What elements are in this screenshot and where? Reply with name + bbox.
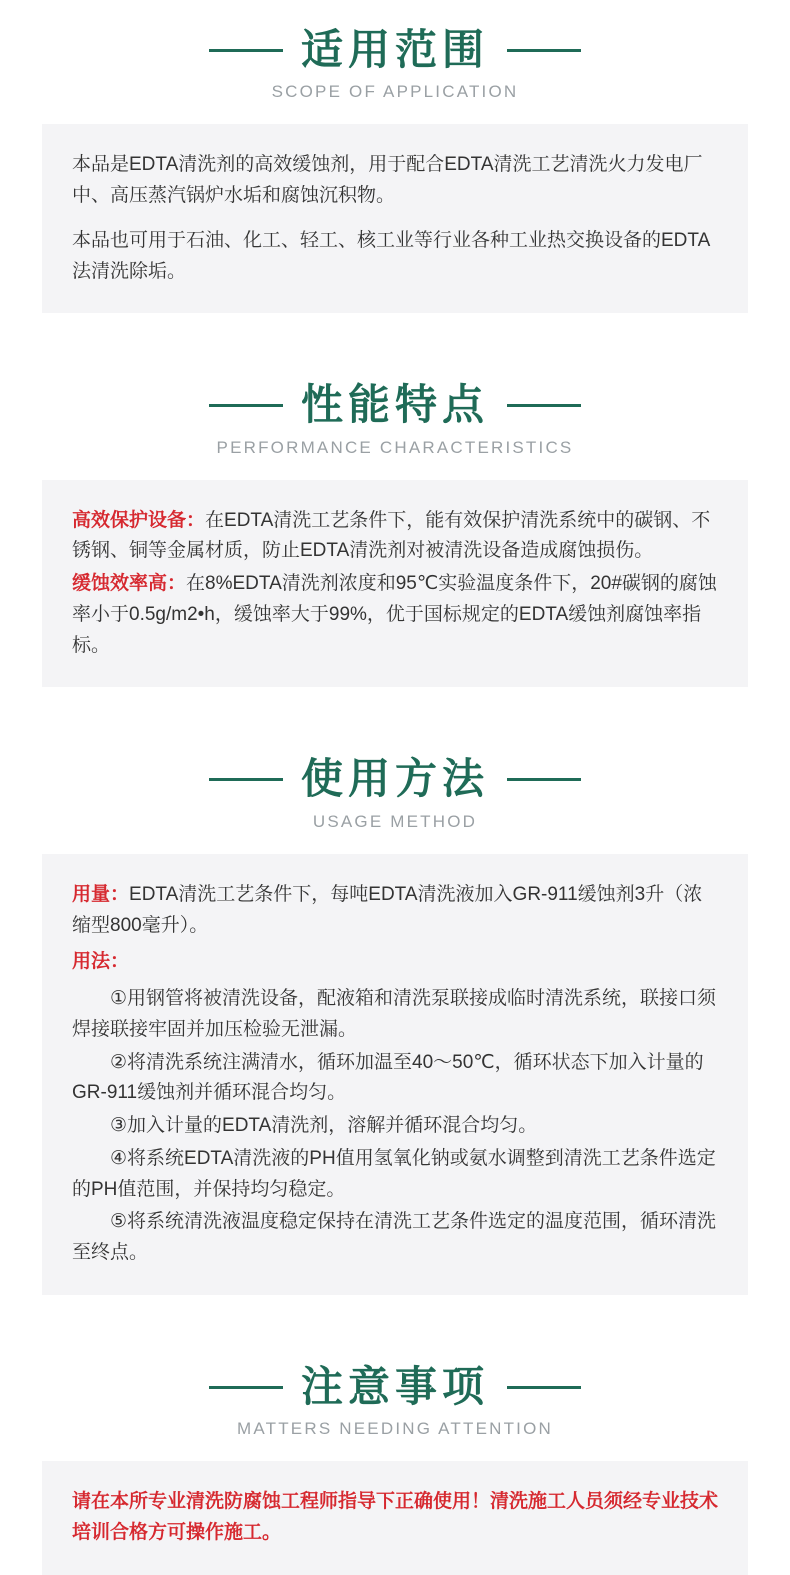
method-step-text: ④将系统EDTA清洗液的PH值用氢氧化钠或氨水调整到清洗工艺条件选定的PH值范围，并保持均匀稳定。	[72, 1147, 716, 1200]
section-body-attention	[42, 1461, 748, 1575]
method-step-text: ⑤将系统清洗液温度稳定保持在清洗工艺条件选定的温度范围，循环清洗至终点。	[72, 1211, 717, 1264]
paragraph-text: 本品也可用于石油、化工、轻工、核工业等行业各种工业热交换设备的EDTA法清洗除垢。	[72, 229, 711, 282]
heading-rule-left	[209, 49, 283, 52]
heading-rule-right	[507, 1386, 581, 1389]
method-step	[72, 1048, 718, 1110]
spacer	[0, 313, 790, 355]
method-step-text: ③加入计量的EDTA清洗剂，溶解并循环混合均匀。	[110, 1115, 538, 1137]
method-step	[72, 1207, 718, 1269]
method-label-row	[72, 947, 718, 978]
section-body-scope	[42, 124, 748, 313]
section-title-en: MATTERS NEEDING ATTENTION	[237, 1419, 553, 1439]
heading-row	[0, 26, 790, 74]
heading-rule-right	[507, 404, 581, 407]
section-title-cn: 适用范围	[300, 26, 489, 73]
dosage-item	[72, 880, 718, 942]
feature-label: 缓蚀效率高：	[72, 573, 187, 595]
section-title-en: PERFORMANCE CHARACTERISTICS	[216, 437, 574, 457]
section-title-cn: 使用方法	[300, 755, 489, 803]
spacer	[0, 687, 790, 729]
heading-rule-left	[209, 404, 283, 407]
heading-rule-left	[209, 1386, 283, 1389]
paragraph	[72, 150, 718, 212]
paragraph	[72, 226, 718, 288]
section-header-performance	[0, 355, 790, 465]
section-header-attention	[0, 1337, 790, 1447]
section-header-scope	[0, 0, 790, 110]
heading-row	[0, 755, 790, 803]
feature-text: 在8%EDTA清洗剂浓度和95℃实验温度条件下，20#碳钢的腐蚀率小于0.5g/m2•h，缓蚀率大于99%，优于国标规定的EDTA缓蚀剂腐蚀率指标。	[72, 573, 717, 656]
section-title-cn: 注意事项	[300, 1362, 489, 1410]
heading-row	[0, 1363, 790, 1411]
dosage-label: 用量：	[72, 883, 130, 905]
heading-rule-right	[507, 778, 581, 781]
spacer	[0, 1295, 790, 1337]
method-step-text: ①用钢管将被清洗设备，配液箱和清洗泵联接成临时清洗系统，联接口须焊接联接牢固并加压检验无泄漏。	[72, 988, 717, 1040]
method-step-text: ②将清洗系统注满清水，循环加温至40～50℃，循环状态下加入计量的GR-911缓蚀剂并循环混合均匀。	[72, 1051, 704, 1104]
heading-row	[0, 381, 790, 429]
feature-item	[72, 569, 718, 661]
section-body-performance	[42, 480, 748, 688]
heading-rule-left	[209, 778, 283, 781]
method-step	[72, 1111, 718, 1142]
feature-text: 在EDTA清洗工艺条件下，能有效保护清洗系统中的碳钢、不锈钢、铜等金属材质，防止EDTA清洗剂对被清洗设备造成腐蚀损伤。	[72, 509, 711, 562]
feature-item	[72, 506, 718, 568]
method-label: 用法：	[72, 951, 130, 973]
section-header-usage	[0, 729, 790, 839]
paragraph-text: 本品是EDTA清洗剂的高效缓蚀剂，用于配合EDTA清洗工艺清洗火力发电厂中、高压蒸汽锅炉水垢和腐蚀沉积物。	[72, 154, 703, 207]
dosage-text: EDTA清洗工艺条件下，每吨EDTA清洗液加入GR-911缓蚀剂3升（浓缩型800毫升）。	[72, 883, 703, 936]
heading-rule-right	[507, 49, 581, 52]
method-step	[72, 984, 718, 1046]
section-title-en: USAGE METHOD	[312, 811, 478, 831]
method-step	[72, 1144, 718, 1206]
warning-text: 请在本所专业清洗防腐蚀工程师指导下正确使用！清洗施工人员须经专业技术培训合格方可操作施工。	[72, 1491, 719, 1544]
section-body-usage	[42, 854, 748, 1295]
section-title-en: SCOPE OF APPLICATION	[271, 82, 519, 102]
feature-label: 高效保护设备：	[72, 509, 206, 531]
section-title-cn: 性能特点	[300, 381, 489, 429]
